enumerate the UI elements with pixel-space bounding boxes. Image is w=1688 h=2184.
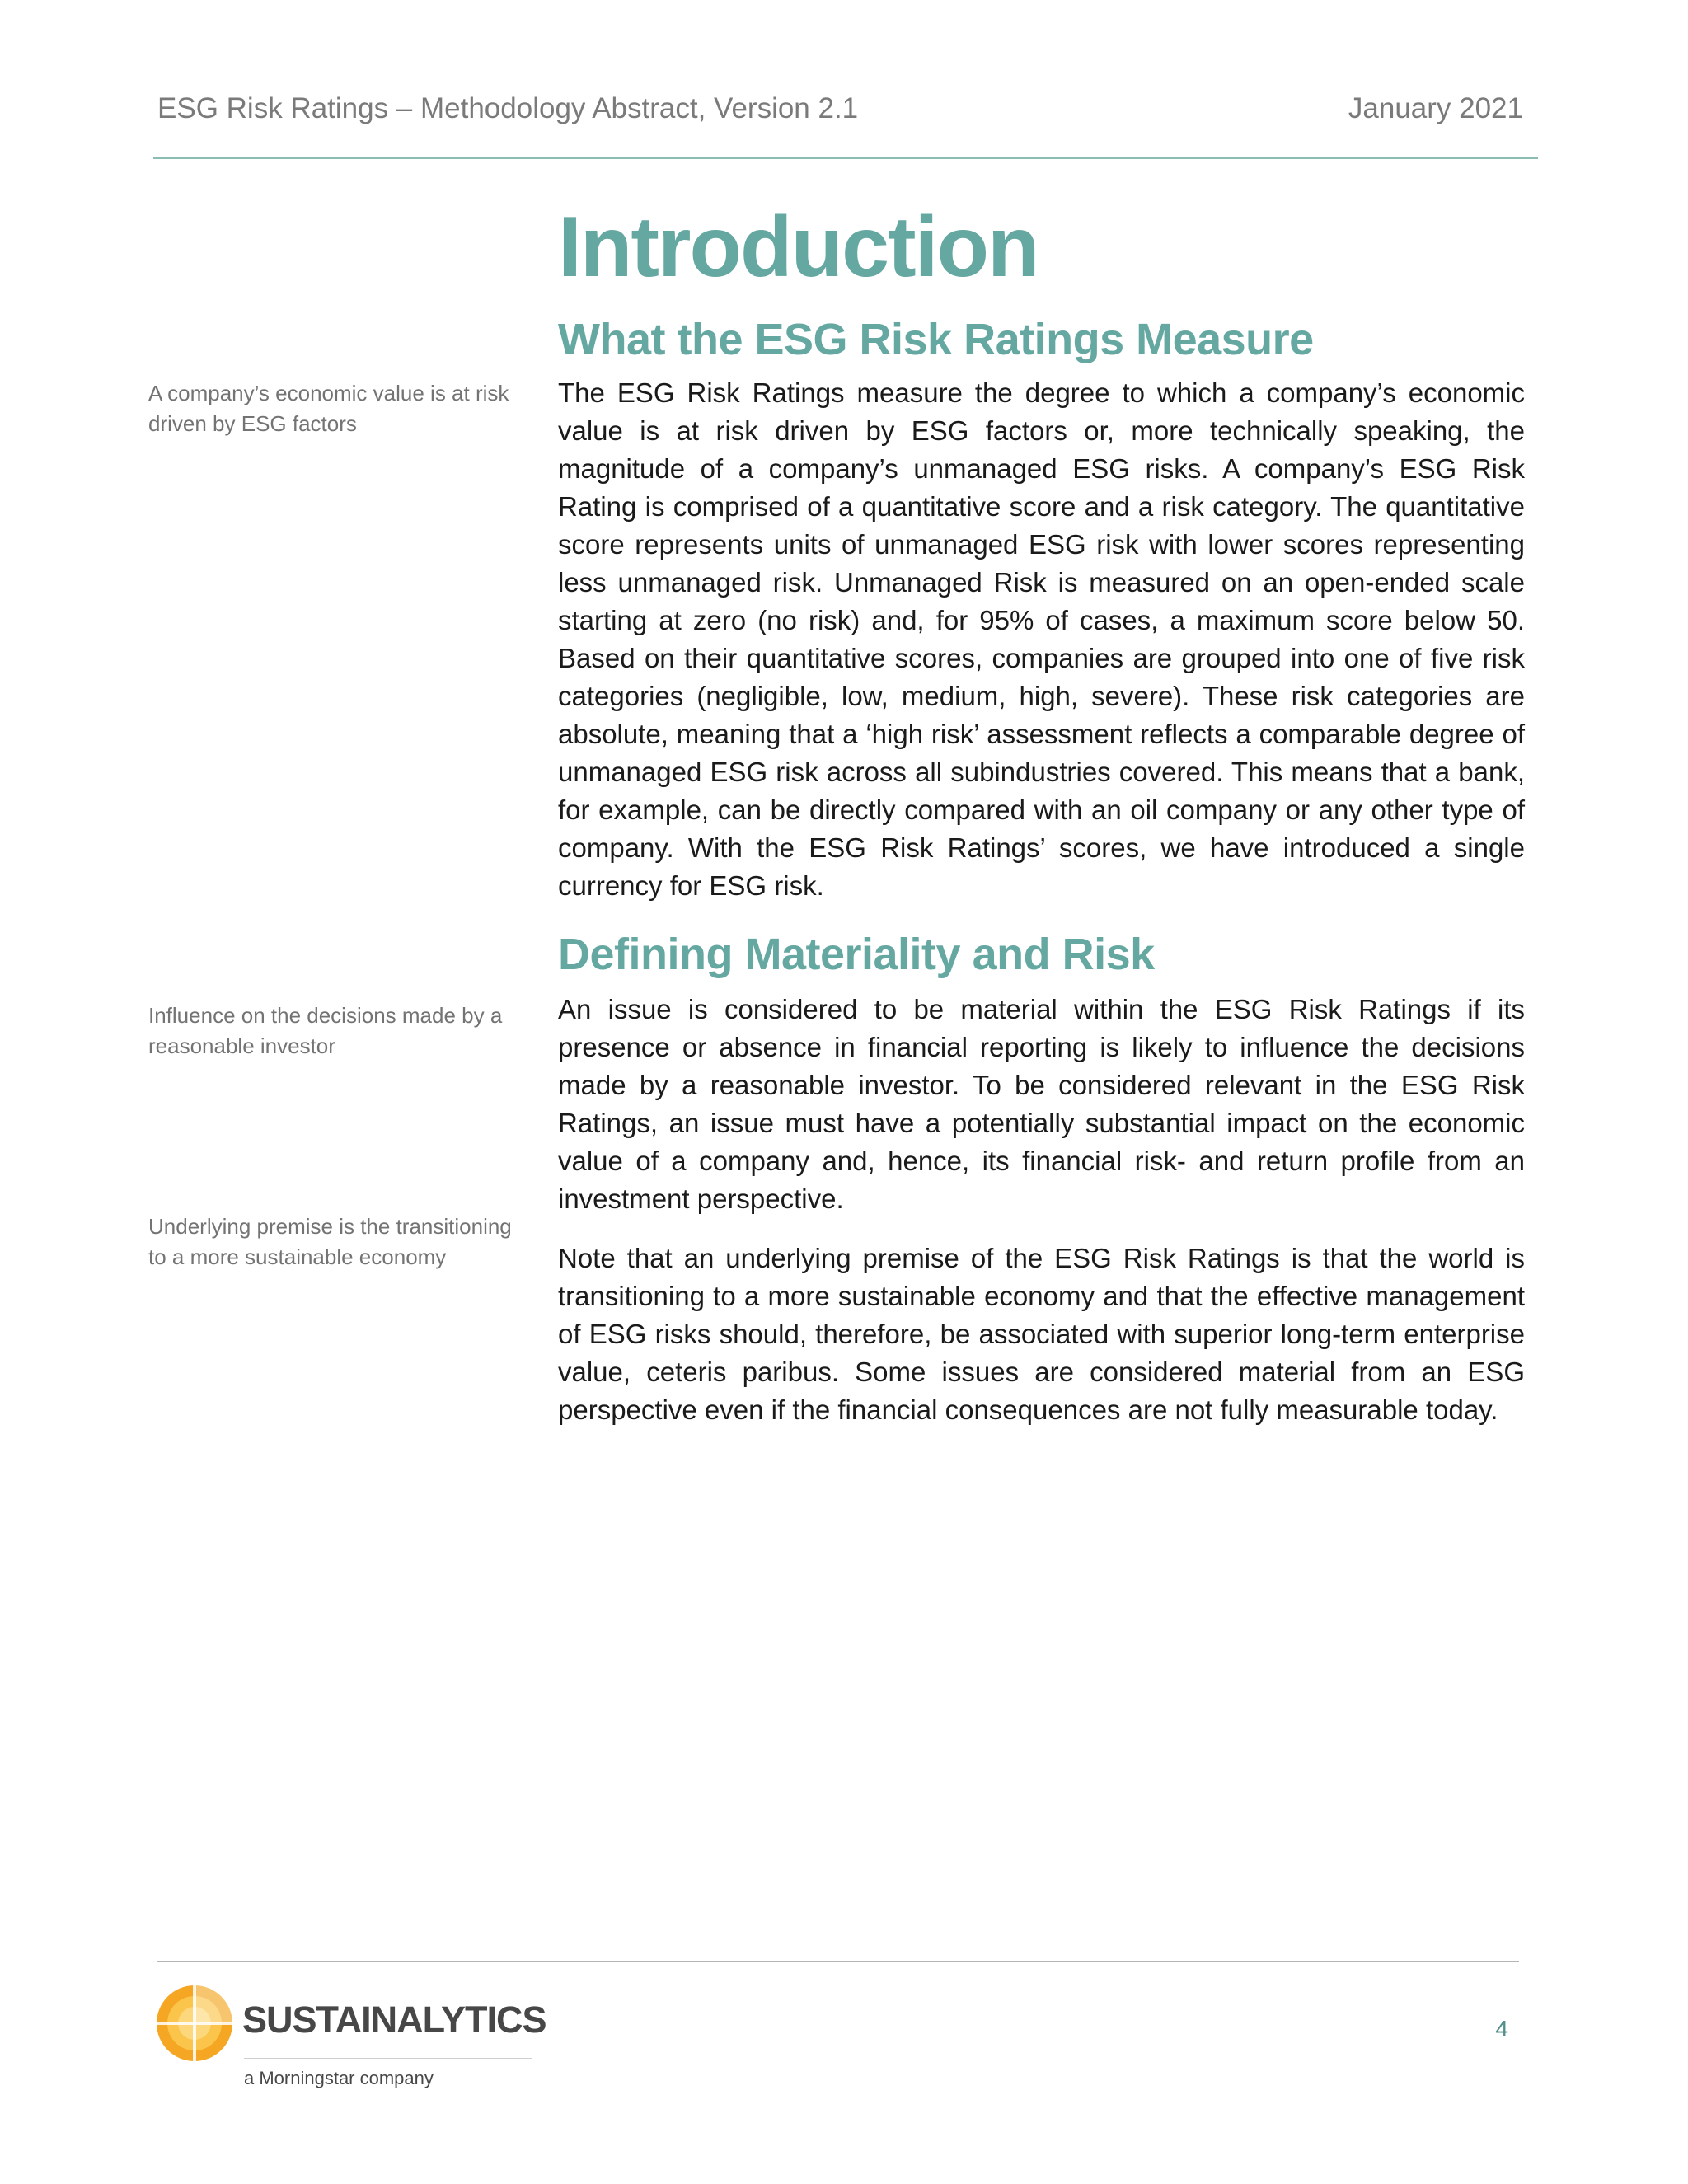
sustainalytics-sunburst-icon [153,1982,236,2064]
running-header-date: January 2021 [1348,92,1523,124]
paragraph-ratings-measure: The ESG Risk Ratings measure the degree to which a company’s economic value is at risk driven by ESG factors or, more technically speaking, the magnitude of a company’s unmanaged ESG risks. A company’s ESG Risk Rating is comprised of a quantitative score and a risk category. The quantitative score represents units of unmanaged ESG risk with lower scores representing less unmanaged risk. Unmanaged Risk is measured on an open-ended scale starting at zero (no risk) and, for 95% of cases, a maximum score below 50. Based on their quantitative scores, companies are grouped into one of five risk categories (negligible, low, medium, high, severe). These risk categories are absolute, meaning that a ‘high risk’ assessment reflects a comparable degree of unmanaged ESG risk across all subindustries covered. This means that a bank, for example, can be directly compared with an oil company or any other type of company. With the ESG Risk Ratings’ scores, we have introduced a single currency for ESG risk. [558,377,1525,901]
margin-note-reasonable-investor: Influence on the decisions made by a reasonable investor [148,1003,503,1058]
page-title: Introduction [558,199,1039,295]
main-content [558,190,1525,1429]
logo-divider [244,2058,532,2059]
margin-note-economic-value: A company’s economic value is at risk driven by ESG factors [148,381,509,436]
sustainalytics-logo [153,1982,546,2102]
section-heading-ratings-measure: What the ESG Risk Ratings Measure [558,315,1314,364]
paragraph-underlying-premise: Note that an underlying premise of the ESG Risk Ratings is that the world is transitioning to a more sustainable economy and that the effective management of ESG risks should, therefore, be associated with superior long-term enterprise value, ceteris paribus. Some issues are considered material from an ESG perspective even if the financial consequences are not fully measurable today. [558,1243,1525,1425]
paragraph-materiality: An issue is considered to be material within the ESG Risk Ratings if its presence or absence in financial reporting is likely to influence the decisions made by a reasonable investor. To be considered relevant in the ESG Risk Ratings, an issue must have a potentially substantial impact on the economic value of a company and, hence, its financial risk- and return profile from an investment perspective. [558,994,1525,1214]
margin-note-sustainable-economy: Underlying premise is the transitioning to a more sustainable economy [148,1214,512,1269]
footer-divider [157,1961,1519,1962]
section-heading-materiality: Defining Materiality and Risk [558,930,1155,979]
header-divider [153,157,1538,159]
logo-wordmark: SUSTAINALYTICS [242,1999,546,2041]
running-header-title: ESG Risk Ratings – Methodology Abstract, Version 2.1 [157,92,859,124]
logo-tagline: a Morningstar company [244,2068,434,2088]
page-number: 4 [1495,2016,1508,2041]
